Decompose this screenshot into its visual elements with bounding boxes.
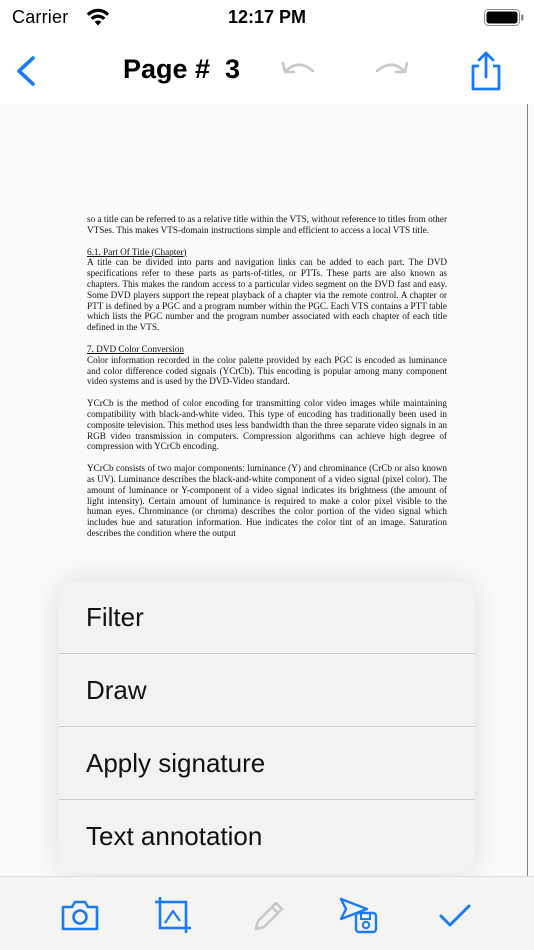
doc-paragraph (87, 214, 447, 236)
crop-icon (151, 895, 195, 935)
bottom-toolbar (0, 876, 534, 950)
pencil-icon (246, 895, 290, 935)
battery-icon (484, 9, 524, 26)
page-title: Page # 3 (123, 54, 241, 84)
chevron-left-icon (12, 54, 42, 88)
doc-paragraph (87, 398, 447, 452)
doc-section-title: 6.1. Part Of Title (Chapter) (87, 246, 187, 257)
doc-section-title: 7. DVD Color Conversion (87, 343, 184, 354)
menu-item-text-annotation[interactable]: Text annotation (86, 821, 263, 851)
menu-item-filter[interactable]: Filter (59, 581, 475, 654)
menu-item-draw[interactable]: Draw (59, 654, 475, 727)
status-time: 12:17 PM (227, 7, 307, 27)
share-icon (468, 50, 504, 92)
doc-paragraph (87, 247, 447, 333)
redo-button[interactable] (373, 56, 411, 84)
doc-paragraph-body: YCrCb is the method of color encoding for transmitting color video images while maintaining compatibility with black-and-white video. This type of encoding has traditionally been used in composite television. This method uses less bandwidth than the three separate video signals in an RGB video transmission in computers. Compression algorithms can achieve high degree of compression with YCrCb encoding. (87, 398, 447, 452)
undo-icon (279, 56, 317, 84)
doc-paragraph-body: A title can be divided into parts and navigation links can be added to each part. The DVD specifications refer to these parts as parts-of-titles, or PTTs. These parts are also known as chapters. This makes the random access to a particular video segment on the DVD fast and easy. Some DVD players support the repeat playback of a chapter via the remote control. A chapter or PTT is defined by a PGC and a program number within the PGC. Each VTS contains a PTT table which lists the PGC number and the program number associated with each chapter of each title defined in the VTS. (87, 257, 447, 333)
doc-paragraph-body: so a title can be referred to as a relative title within the VTS, without reference to titles from other VTSes. This makes VTS-domain instructions simple and efficient to access a local VTS title. (87, 214, 447, 235)
doc-paragraph (87, 463, 447, 539)
edit-options-menu (59, 581, 475, 873)
back-button[interactable] (12, 54, 42, 88)
menu-item-apply-signature[interactable]: Apply signature (59, 727, 475, 800)
draw-button[interactable] (246, 895, 290, 935)
nav-bar (0, 40, 534, 104)
doc-paragraph-body: Color information recorded in the color palette provided by each PGC is encoded as luminance and color difference coded signals (YCrCb). This encoding is popular among many component video systems and is used by the DVD-Video standard. (87, 354, 447, 387)
send-save-icon (337, 895, 381, 935)
share-button[interactable] (468, 50, 504, 92)
camera-button[interactable] (58, 895, 102, 935)
page-edge (527, 104, 528, 876)
carrier-label: Carrier (12, 7, 69, 27)
done-button[interactable] (433, 895, 477, 935)
checkmark-icon (433, 895, 477, 935)
redo-icon (373, 56, 411, 84)
send-save-button[interactable] (337, 895, 381, 935)
doc-paragraph-body: YCrCb consists of two major components: luminance (Y) and chrominance (CrCb or also known as UV). Luminance describes the black-and-white component of a video signal (pixel color). The amount of luminance or Y-component of a video signal indicates its brightness (the amount of light intensity). Certain amount of luminance is required to make a color pixel visible to the human eyes. Chrominance (or chroma) describes the color portion of the video signal which includes hue and saturation information. Hue indicates the color tint of an image. Saturation describes the condition where the output (87, 463, 447, 538)
camera-icon (58, 895, 102, 935)
document-text (87, 214, 447, 550)
status-bar (0, 0, 534, 36)
crop-button[interactable] (151, 895, 195, 935)
doc-paragraph (87, 344, 447, 387)
undo-button[interactable] (279, 56, 317, 84)
